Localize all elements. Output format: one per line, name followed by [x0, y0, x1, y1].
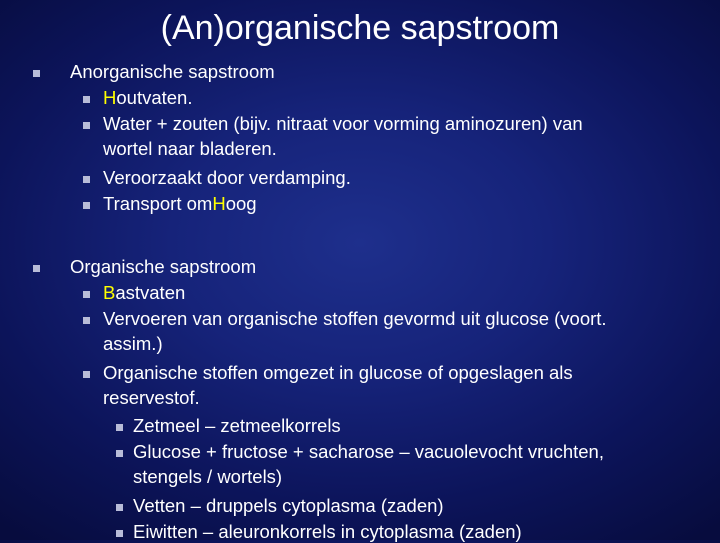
bullet-marker: [83, 291, 90, 298]
sublist-item-eiwitten: Eiwitten – aleuronkorrels in cytoplasma (zaden): [133, 521, 522, 542]
bullet-marker: [116, 450, 123, 457]
bullet-marker: [33, 70, 40, 77]
sublist-item-glucose-line1: Glucose + fructose + sacharose – vacuolevocht vruchten,: [133, 441, 604, 462]
bullet-marker: [83, 317, 90, 324]
slide-title: (An)organische sapstroom: [160, 9, 560, 47]
section-heading-organisch: Organische sapstroom: [70, 256, 257, 277]
list-item-houtvaten: [103, 87, 193, 109]
list-item-text: astvaten: [115, 282, 186, 303]
sublist-item-zetmeel: Zetmeel – zetmeelkorrels: [133, 415, 341, 436]
list-item-text: outvaten.: [116, 87, 193, 108]
list-item-vervoeren-line2: assim.): [103, 333, 163, 354]
section-heading-anorganisch: Anorganische sapstroom: [70, 61, 275, 82]
bullet-marker: [116, 504, 123, 511]
list-item-water-line2: wortel naar bladeren.: [103, 138, 277, 159]
highlight-letter: H: [103, 87, 117, 108]
bullet-marker: [83, 122, 90, 129]
bullet-marker: [33, 265, 40, 272]
bullet-marker: [83, 202, 90, 209]
highlight-letter: B: [103, 282, 116, 303]
list-item-transport: [103, 193, 257, 215]
bullet-marker: [116, 424, 123, 431]
bullet-marker: [83, 96, 90, 103]
sublist-item-vetten: Vetten – druppels cytoplasma (zaden): [133, 495, 444, 516]
list-item-verdamping: Veroorzaakt door verdamping.: [103, 167, 351, 188]
list-item-omgezet-line1: Organische stoffen omgezet in glucose of opgeslagen als: [103, 362, 573, 383]
sublist-item-glucose-line2: stengels / wortels): [133, 466, 283, 487]
bullet-marker: [83, 176, 90, 183]
list-item-text: Transport om: [103, 193, 213, 214]
list-item-water-line1: Water + zouten (bijv. nitraat voor vorming aminozuren) van: [103, 113, 583, 134]
list-item-vervoeren-line1: Vervoeren van organische stoffen gevormd uit glucose (voort.: [103, 308, 607, 329]
bullet-marker: [83, 371, 90, 378]
bullet-marker: [116, 530, 123, 537]
list-item-text: oog: [225, 193, 257, 214]
list-item-omgezet-line2: reservestof.: [103, 387, 200, 408]
list-item-bastvaten: [103, 282, 185, 304]
highlight-letter: H: [212, 193, 226, 214]
